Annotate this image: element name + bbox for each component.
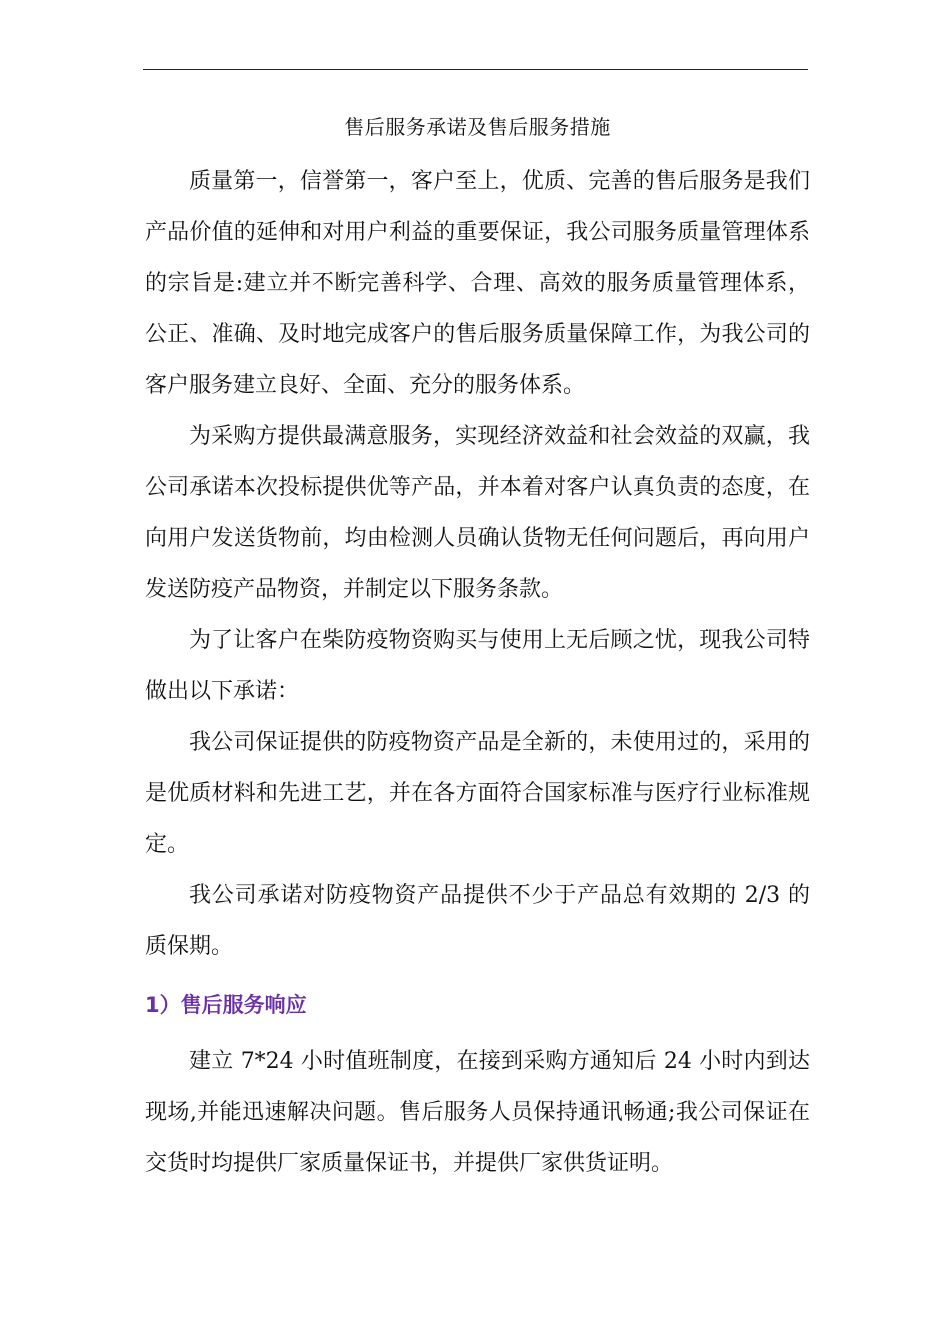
paragraph-service: 为采购方提供最满意服务，实现经济效益和社会效益的双赢，我公司承诺本次投标提供优等产品，并本着对客户认真负责的态度，在向用户发送货物前，均由检测人员确认货物无任何问题后，再向用户发送防疫产品物资，并制定以下服务条款。 (145, 424, 810, 602)
document-body (145, 108, 810, 1189)
paragraph-commitment-intro: 为了让客户在柴防疫物资购买与使用上无后顾之忧，现我公司特做出以下承诺： (145, 628, 810, 704)
paragraph-response: 建立 7*24 小时值班制度，在接到采购方通知后 24 小时内到达现场,并能迅速解决问题。售后服务人员保持通讯畅通;我公司保证在交货时均提供厂家质量保证书，并提供厂家供货证明。 (145, 1049, 810, 1176)
section-heading-response: 1）售后服务响应 (145, 993, 307, 1017)
document-title: 售后服务承诺及售后服务措施 (344, 115, 611, 139)
paragraph-quality: 质量第一，信誉第一，客户至上，优质、完善的售后服务是我们产品价值的延伸和对用户利益的重要保证，我公司服务质量管理体系的宗旨是:建立并不断完善科学、合理、高效的服务质量管理体系，公正、准确、及时地完成客户的售后服务质量保障工作，为我公司的客户服务建立良好、全面、充分的服务体系。 (145, 169, 810, 398)
paragraph-product-guarantee: 我公司保证提供的防疫物资产品是全新的，未使用过的，采用的是优质材料和先进工艺，并在各方面符合国家标准与医疗行业标准规定。 (145, 730, 810, 857)
header-rule (143, 69, 808, 70)
paragraph-warranty-period: 我公司承诺对防疫物资产品提供不少于产品总有效期的 2/3 的质保期。 (145, 883, 810, 959)
